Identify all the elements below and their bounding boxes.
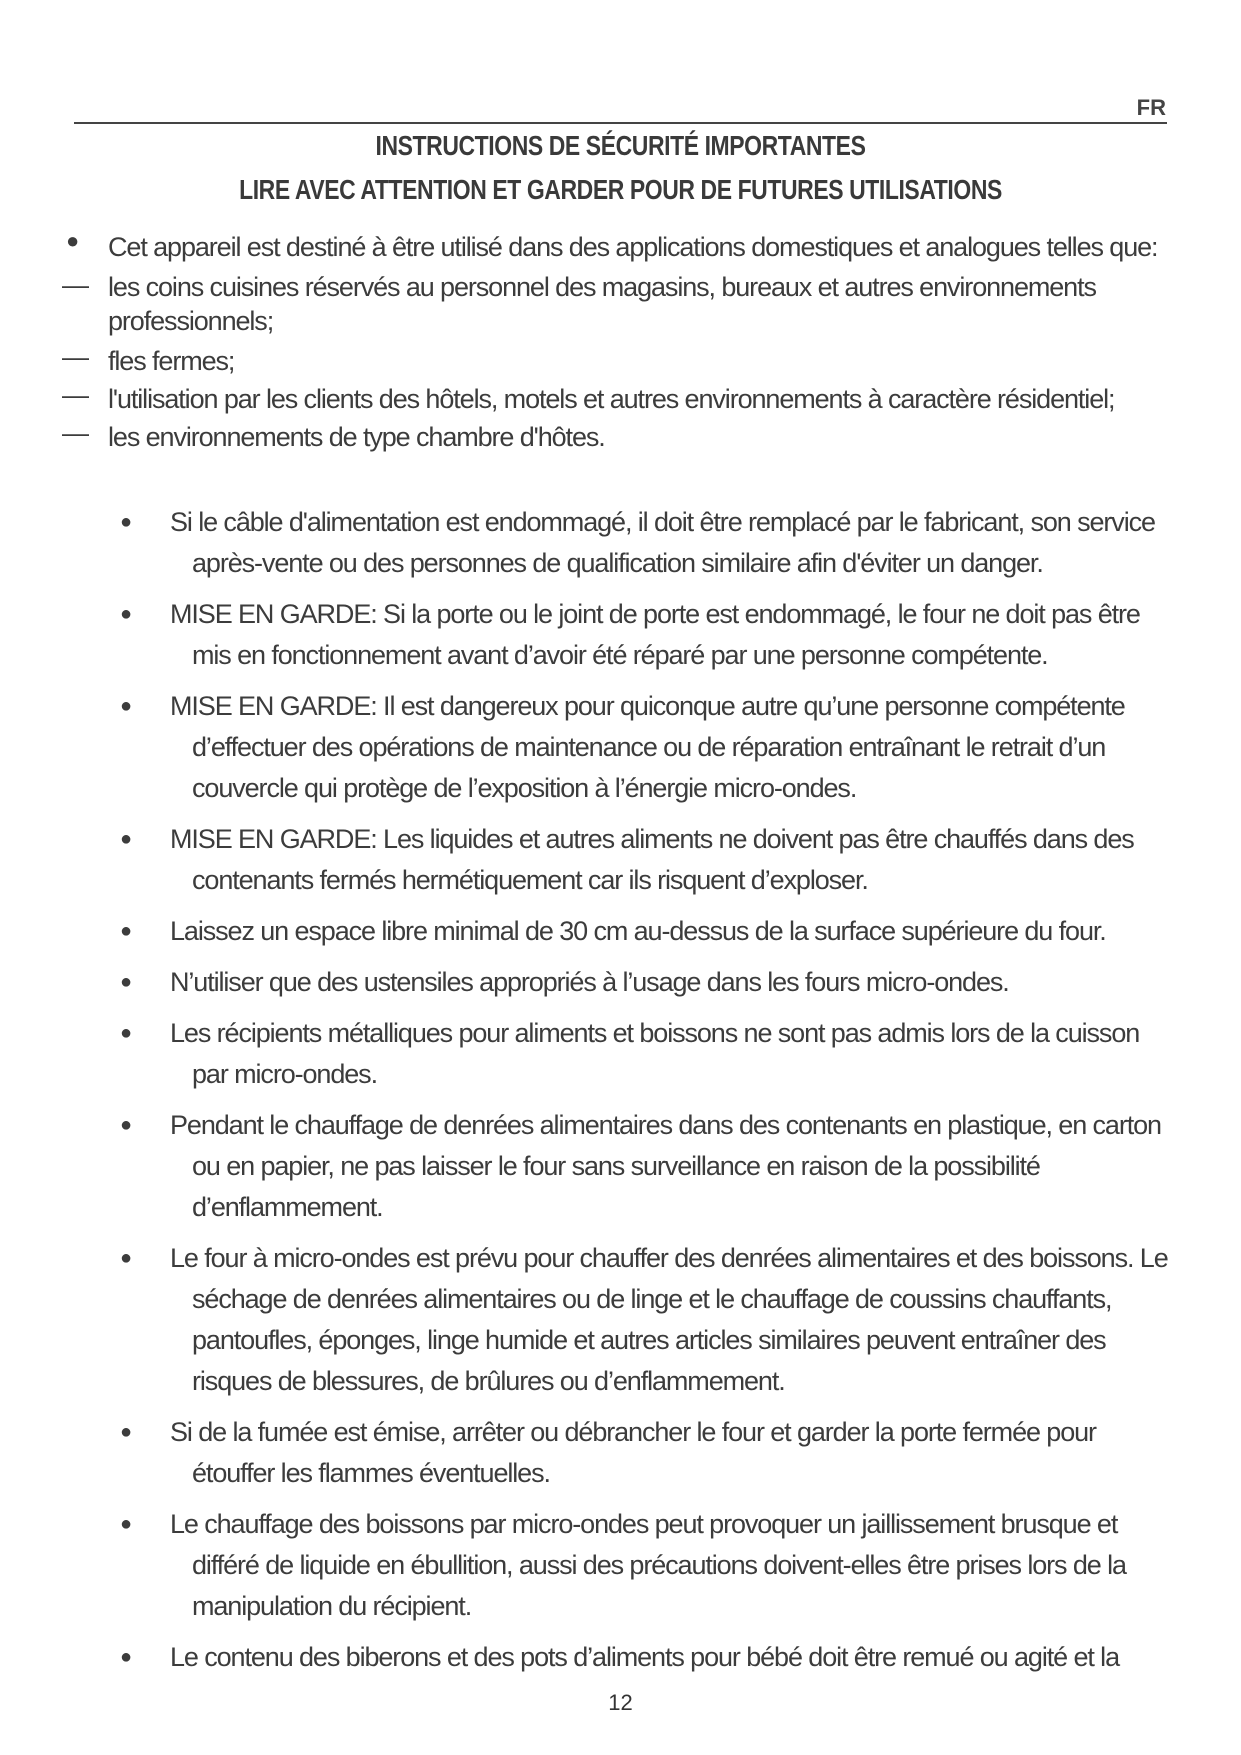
intro-dash-text: les environnements de type chambre d'hôtes. bbox=[108, 422, 605, 452]
bullet-icon: ● bbox=[120, 603, 131, 625]
dash-icon: — bbox=[62, 418, 88, 448]
list-item-text: Pendant le chauffage de denrées alimentaires dans des contenants en plastique, en carton ou en papier, ne pas laisser le four sans surveillance en raison de la possibilité d’enflammement. bbox=[170, 1110, 1161, 1222]
bullet-icon: ● bbox=[120, 920, 131, 942]
intro-dash-item bbox=[60, 270, 1180, 338]
list-item-text: Laissez un espace libre minimal de 30 cm au-dessus de la surface supérieure du four. bbox=[170, 916, 1106, 946]
bullet-icon: ● bbox=[66, 228, 79, 253]
list-item-text: Les récipients métalliques pour aliments et boissons ne sont pas admis lors de la cuisson par micro-ondes. bbox=[170, 1018, 1140, 1089]
bullet-icon: ● bbox=[120, 1513, 131, 1535]
list-item-text: MISE EN GARDE: Il est dangereux pour quiconque autre qu’une personne compétente d’effectuer des opérations de maintenance ou de réparation entraînant le retrait d’un couvercle qui protège de l’exposition à l’énergie micro-ondes. bbox=[170, 691, 1125, 803]
list-item-text: Le four à micro-ondes est prévu pour chauffer des denrées alimentaires et des boissons. Le séchage de denrées alimentaires ou de linge et le chauffage de coussins chauffants, pantoufles, éponges, linge humide et autres articles similaires peuvent entraîner des risques de blessures, de brûlures ou d’enflammement. bbox=[170, 1243, 1168, 1396]
list-item-text: MISE EN GARDE: Les liquides et autres aliments ne doivent pas être chauffés dans des contenants fermés hermétiquement car ils risquent d’exploser. bbox=[170, 824, 1134, 895]
intro-dash-item bbox=[60, 418, 1180, 456]
intro-dash-item bbox=[60, 342, 1180, 380]
title-line-1: INSTRUCTIONS DE SÉCURITÉ IMPORTANTES bbox=[375, 130, 866, 161]
list-item-text: Si le câble d'alimentation est endommagé, il doit être remplacé par le fabricant, son service après-vente ou des personnes de qualification similaire afin d'éviter un danger. bbox=[170, 507, 1155, 578]
list-item bbox=[120, 1637, 1170, 1678]
page-number: 12 bbox=[608, 1690, 633, 1715]
title-line-2: LIRE AVEC ATTENTION ET GARDER POUR DE FUTURES UTILISATIONS bbox=[239, 174, 1002, 205]
list-item-text: MISE EN GARDE: Si la porte ou le joint de porte est endommagé, le four ne doit pas être mis en fonctionnement avant d’avoir été réparé par une personne compétente. bbox=[170, 599, 1140, 670]
bullet-icon: ● bbox=[120, 511, 131, 533]
intro-dash-item bbox=[60, 380, 1180, 418]
list-item bbox=[120, 502, 1170, 584]
bullet-icon: ● bbox=[120, 828, 131, 850]
intro-dash-text: l'utilisation par les clients des hôtels, motels et autres environnements à caractère résidentiel; bbox=[108, 384, 1115, 414]
intro-lead bbox=[60, 228, 1180, 266]
dash-icon: — bbox=[62, 380, 88, 410]
list-item-text: Si de la fumée est émise, arrêter ou débrancher le four et garder la porte fermée pour étouffer les flammes éventuelles. bbox=[170, 1417, 1096, 1488]
list-item bbox=[120, 686, 1170, 809]
bullet-icon: ● bbox=[120, 1247, 131, 1269]
header-rule bbox=[74, 122, 1167, 124]
list-item bbox=[120, 1504, 1170, 1627]
safety-list bbox=[120, 502, 1170, 1678]
list-item bbox=[120, 1013, 1170, 1095]
intro-lead-text: Cet appareil est destiné à être utilisé dans des applications domestiques et analogues telles que: bbox=[108, 232, 1158, 262]
intro-dash-text: les coins cuisines réservés au personnel des magasins, bureaux et autres environnements professionnels; bbox=[108, 272, 1096, 336]
list-item bbox=[120, 1105, 1170, 1228]
intro-section bbox=[60, 228, 1180, 456]
list-item bbox=[120, 911, 1170, 952]
list-item bbox=[120, 962, 1170, 1003]
intro-dash-text: fles fermes; bbox=[108, 346, 235, 376]
list-item bbox=[120, 1412, 1170, 1494]
list-item bbox=[120, 1238, 1170, 1402]
dash-icon: — bbox=[62, 270, 88, 300]
list-item-text: N’utiliser que des ustensiles appropriés à l’usage dans les fours micro-ondes. bbox=[170, 967, 1009, 997]
bullet-icon: ● bbox=[120, 1022, 131, 1044]
list-item-text: Le contenu des biberons et des pots d’aliments pour bébé doit être remué ou agité et la bbox=[170, 1642, 1119, 1672]
dash-icon: — bbox=[62, 342, 88, 372]
bullet-icon: ● bbox=[120, 1114, 131, 1136]
bullet-icon: ● bbox=[120, 1646, 131, 1668]
list-item-text: Le chauffage des boissons par micro-ondes peut provoquer un jaillissement brusque et différé de liquide en ébullition, aussi des précautions doivent-elles être prises lors de la manipulation du récipient. bbox=[170, 1509, 1126, 1621]
list-item bbox=[120, 819, 1170, 901]
bullet-icon: ● bbox=[120, 1421, 131, 1443]
bullet-icon: ● bbox=[120, 971, 131, 993]
language-label: FR bbox=[1136, 95, 1166, 120]
list-item bbox=[120, 594, 1170, 676]
bullet-icon: ● bbox=[120, 695, 131, 717]
